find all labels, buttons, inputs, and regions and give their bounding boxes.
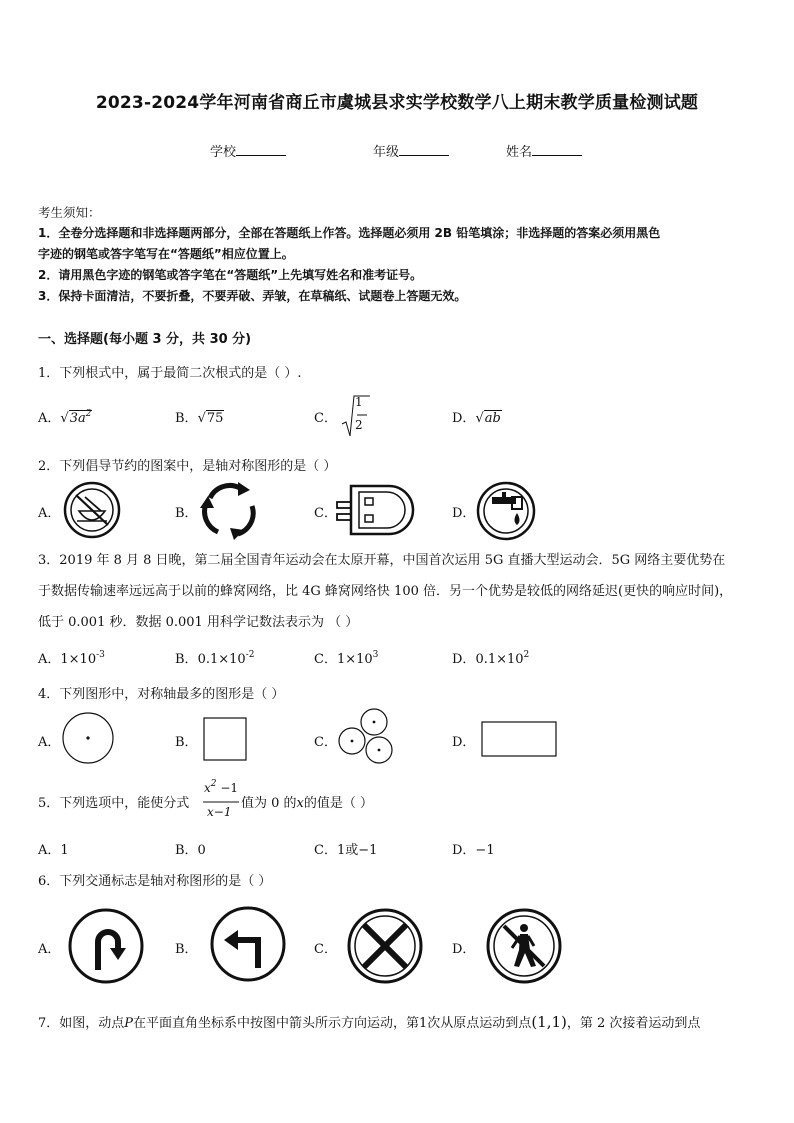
- q1-c-label: C．: [314, 411, 337, 426]
- q6-d-no-pedestrians-sign-image: [486, 908, 562, 984]
- q3-b-label: B．: [175, 652, 198, 667]
- q5-option-c: C．1或−1: [314, 843, 378, 858]
- q3-d-exp: 2: [523, 650, 530, 660]
- notice-line-1a: 1．全卷分选择题和非选择题两部分，全部在答题纸上作答。选择题必须用 2B 铅笔填涂；非选择题的答案必须用黑色: [38, 226, 661, 240]
- q4-b-label: B．: [175, 735, 198, 750]
- q1-stem: 1．下列根式中，属于最简二次根式的是（ ）.: [38, 366, 302, 381]
- q6-b-left-turn-sign-image: [210, 906, 286, 982]
- grade-blank: [399, 143, 449, 156]
- q4-stem: 4．下列图形中，对称轴最多的图形是（ ）: [38, 687, 285, 702]
- q1-option-a: [38, 407, 92, 426]
- q1-a-label: A．: [38, 411, 61, 426]
- q3-b-exp: -2: [245, 650, 255, 660]
- q1-c-den: 2: [355, 418, 363, 432]
- q5-var: x: [296, 796, 304, 811]
- q5-option-b: B．0: [175, 843, 206, 858]
- notice-head: 考生须知：: [38, 205, 101, 220]
- q2-a-image: [63, 481, 121, 539]
- q3-b-base: 0.1×10: [197, 652, 246, 667]
- q5-num-sup: 2: [210, 779, 217, 789]
- q3-option-b: [175, 648, 254, 667]
- q3-option-a: [38, 648, 105, 667]
- q6-b-label: B．: [175, 942, 198, 957]
- q3-a-exp: -3: [96, 650, 105, 660]
- q1-b-radicand: 75: [206, 411, 224, 426]
- q3-c-label: C．: [314, 652, 337, 667]
- q2-b-label: B．: [175, 506, 198, 521]
- q5-num-rest: −1: [216, 781, 239, 795]
- q4-a-circle-image: [62, 712, 114, 764]
- q6-a-label: A．: [38, 942, 61, 957]
- q2-d-label: D．: [452, 506, 476, 521]
- q5-denominator: x−1: [207, 805, 232, 819]
- q1-d-radicand: ab: [484, 411, 501, 426]
- q7-point-coords: (1,1): [531, 1013, 567, 1031]
- q1-option-c: [314, 407, 337, 426]
- school-field: [210, 141, 286, 160]
- q1-a-expr: 3a: [69, 411, 86, 426]
- q7-stem-b: 在平面直角坐标系中按图中箭头所示方向运动，第1次从原点运动到点: [133, 1016, 532, 1031]
- q3-a-base: 1×10: [60, 652, 97, 667]
- q5-option-a: A．1: [38, 843, 69, 858]
- q1-b-root-sign: √: [197, 411, 206, 426]
- q2-c-image: [335, 484, 417, 536]
- school-blank: [236, 143, 286, 156]
- q4-d-rectangle-image: [481, 721, 557, 757]
- q2-c-label: C．: [314, 506, 337, 521]
- grade-field: [373, 141, 449, 160]
- section-heading: 一、选择题(每小题 3 分，共 30 分): [38, 332, 252, 347]
- q7-stem-c: ，第 2 次接着运动到点: [566, 1016, 701, 1031]
- q5-numerator: [204, 781, 238, 795]
- q5-stem-a: 5．下列选项中，能使分式: [38, 796, 190, 811]
- school-label: 学校: [210, 145, 237, 160]
- notice-line-3: 3．保持卡面清洁，不要折叠，不要弄破、弄皱，在草稿纸、试题卷上答题无效。: [38, 289, 467, 303]
- q7-stem-a: 7．如图，动点: [38, 1016, 125, 1031]
- name-label: 姓名: [506, 145, 533, 160]
- q5-option-d: D．−1: [452, 843, 495, 858]
- q5-stem-c-text: 的值是（ ）: [303, 796, 374, 811]
- q3-c-exp: 3: [372, 650, 379, 660]
- q4-b-square-image: [203, 717, 247, 761]
- q3-line-1: 3．2019 年 8 月 8 日晚，第二届全国青年运动会在太原开幕，中国首次运用 5G 直播大型运动会．5G 网络主要优势在: [38, 553, 726, 568]
- q6-a-uturn-sign-image: [68, 908, 144, 984]
- q5-stem-b: [241, 792, 373, 811]
- page-title: 2023-2024学年河南省商丘市虞城县求实学校数学八上期末教学质量检测试题: [95, 93, 699, 113]
- q6-d-label: D．: [452, 942, 476, 957]
- q3-c-base: 1×10: [336, 652, 373, 667]
- q1-a-radicand: [69, 410, 93, 426]
- q4-c-label: C．: [314, 735, 337, 750]
- q3-line-3: 低于 0.001 秒．数据 0.001 用科学记数法表示为 （ ）: [38, 615, 359, 630]
- q1-b-label: B．: [175, 411, 198, 426]
- q4-c-three-circles-image: [337, 708, 395, 766]
- name-blank: [532, 143, 582, 156]
- q5-fraction-bar: [203, 801, 239, 803]
- q1-option-d: [452, 407, 502, 426]
- q6-stem: 6．下列交通标志是轴对称图形的是（ ）: [38, 874, 272, 889]
- q2-stem: 2．下列倡导节约的图案中，是轴对称图形的是（ ）: [38, 459, 337, 474]
- q3-a-label: A．: [38, 652, 61, 667]
- q1-d-root-sign: √: [475, 411, 484, 426]
- notice-line-1b: 字迹的钢笔或答字笔写在“答题纸”相应位置上。: [38, 247, 294, 261]
- q1-a-sup: 2: [85, 409, 92, 419]
- q2-a-label: A．: [38, 506, 61, 521]
- q7-stem: [38, 1012, 700, 1031]
- q2-d-image: [476, 481, 536, 541]
- q6-c-label: C．: [314, 942, 337, 957]
- q2-b-image: [198, 480, 260, 540]
- q5-num-var: x: [204, 781, 211, 795]
- notice-line-2: 2．请用黑色字迹的钢笔或答字笔在“答题纸”上先填写姓名和准考证号。: [38, 268, 423, 282]
- q3-line-2: 于数据传输速率远远高于以前的蜂窝网络，比 4G 蜂窝网络快 100 倍．另一个优势是较低的网络延迟(更快的响应时间)，: [38, 584, 733, 599]
- q1-a-root-sign: √: [60, 411, 69, 426]
- q5-stem-b-text: 值为 0 的: [241, 796, 297, 811]
- q3-option-c: [314, 648, 378, 667]
- q7-point-p: P: [124, 1016, 134, 1031]
- q1-option-b: [175, 407, 224, 426]
- q1-c-num: 1: [355, 395, 363, 409]
- q4-a-label: A．: [38, 735, 61, 750]
- q6-c-no-stopping-sign-image: [347, 908, 423, 984]
- name-field: [506, 141, 582, 160]
- q3-d-base: 0.1×10: [475, 652, 524, 667]
- q3-option-d: [452, 648, 529, 667]
- q3-d-label: D．: [452, 652, 476, 667]
- q4-d-label: D．: [452, 735, 476, 750]
- q1-d-label: D．: [452, 411, 476, 426]
- grade-label: 年级: [373, 145, 400, 160]
